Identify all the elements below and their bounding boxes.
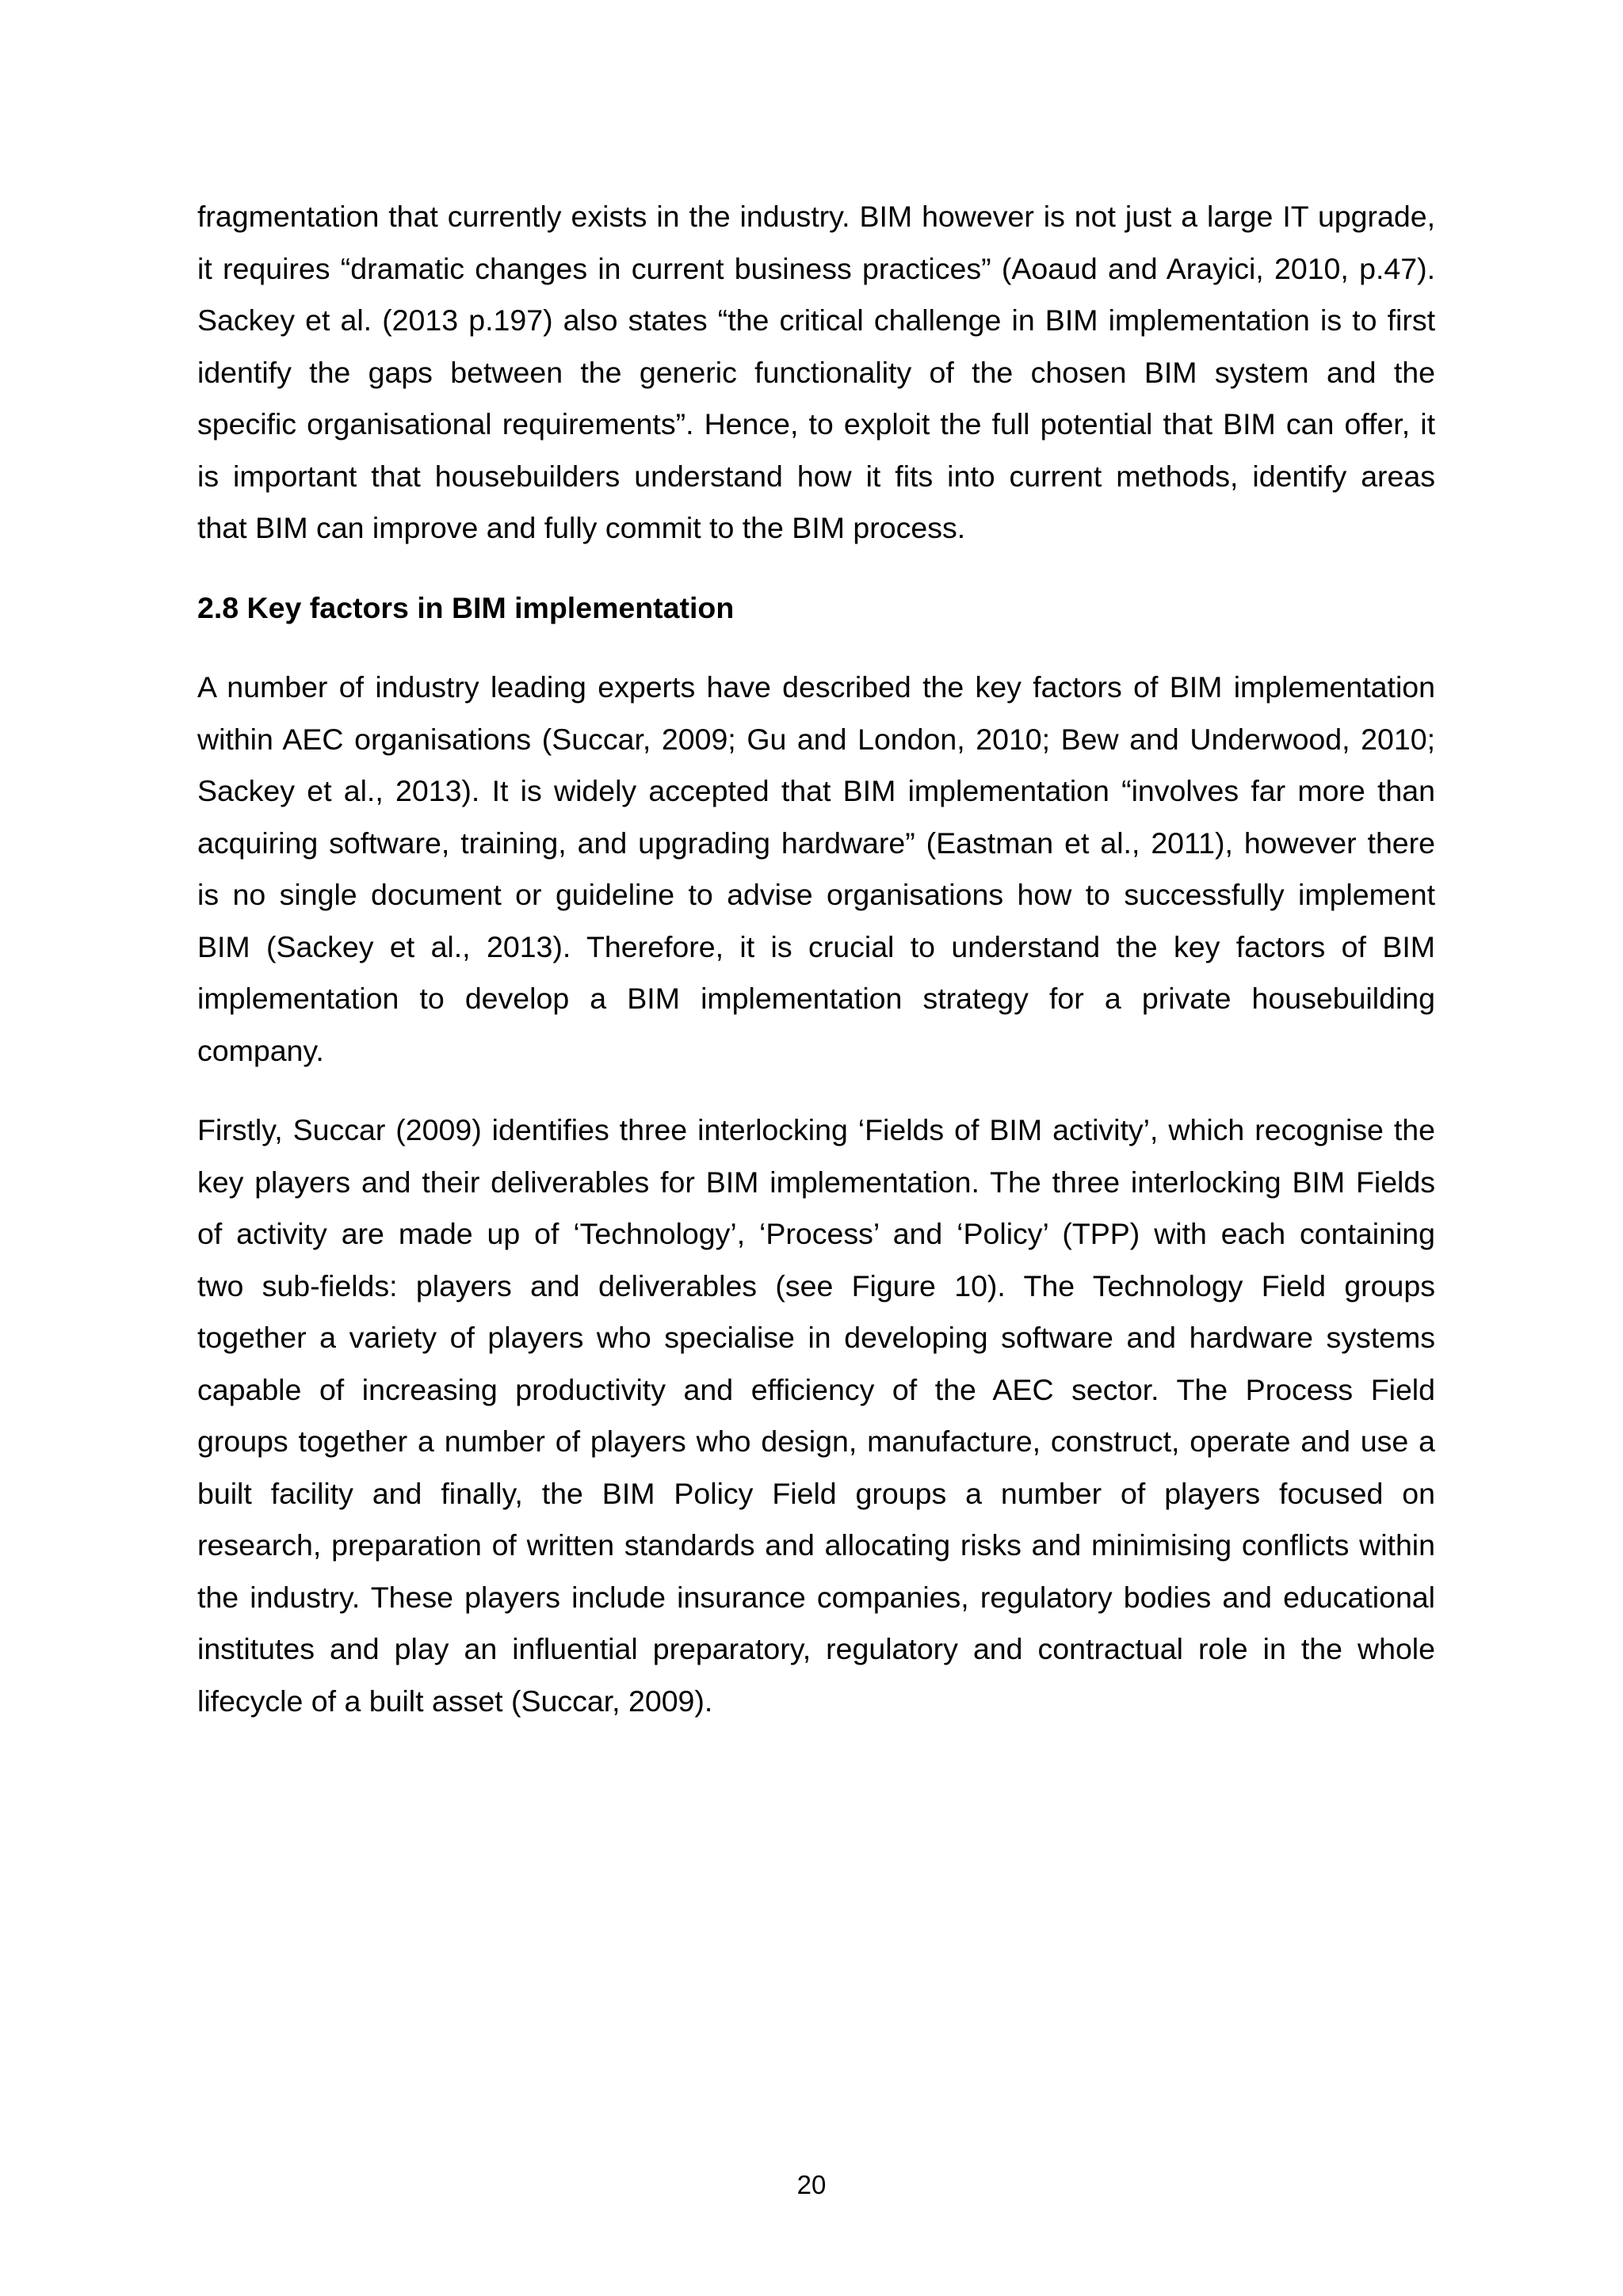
heading-spacer bbox=[197, 634, 1435, 662]
text-line: together a variety of players who specialise in developing software and hardware systems bbox=[197, 1321, 1435, 1354]
text-line: within AEC organisations (Succar, 2009; Gu and London, 2010; Bew and Underwood, 2010; bbox=[197, 722, 1435, 756]
paragraph-fragmentation bbox=[197, 191, 1435, 555]
text-line: of activity are made up of ‘Technology’, ‘Process’ and ‘Policy’ (TPP) with each containing bbox=[197, 1217, 1435, 1250]
text-line: it requires “dramatic changes in current business practices” (Aoaud and Arayici, 2010, p.47). bbox=[197, 251, 1435, 285]
text-line: company. bbox=[197, 1033, 324, 1067]
page-number: 20 bbox=[796, 2170, 827, 2199]
text-line: Firstly, Succar (2009) identifies three interlocking ‘Fields of BIM activity’, which recognise the bbox=[197, 1113, 1435, 1146]
text-line: identify the gaps between the generic functionality of the chosen BIM system and the bbox=[197, 355, 1435, 389]
text-line: institutes and play an influential preparatory, regulatory and contractual role in the whole bbox=[197, 1632, 1435, 1665]
text-line: Sackey et al., 2013). It is widely accepted that BIM implementation “involves far more than bbox=[197, 774, 1435, 807]
text-line: BIM (Sackey et al., 2013). Therefore, it is crucial to understand the key factors of BIM bbox=[197, 929, 1435, 963]
text-line: specific organisational requirements”. Hence, to exploit the full potential that BIM can offer, it bbox=[197, 407, 1435, 441]
text-line: built facility and finally, the BIM Policy Field groups a number of players focused on bbox=[197, 1476, 1435, 1510]
text-line: capable of increasing productivity and efficiency of the AEC sector. The Process Field bbox=[197, 1372, 1435, 1406]
text-line: Sackey et al. (2013 p.197) also states “the critical challenge in BIM implementation is to first bbox=[197, 303, 1435, 337]
text-line: acquiring software, training, and upgrading hardware” (Eastman et al., 2011), however there bbox=[197, 826, 1435, 860]
section-heading: 2.8 Key factors in BIM implementation bbox=[197, 590, 735, 624]
text-line: two sub-fields: players and deliverables (see Figure 10). The Technology Field groups bbox=[197, 1268, 1435, 1302]
text-line: key players and their deliverables for BIM implementation. The three interlocking BIM Fields bbox=[197, 1165, 1435, 1199]
paragraph-spacer bbox=[197, 1077, 1435, 1104]
text-line: A number of industry leading experts have described the key factors of BIM implementation bbox=[197, 670, 1435, 704]
text-line: groups together a number of players who design, manufacture, construct, operate and use a bbox=[197, 1425, 1435, 1458]
paragraph-key-factors bbox=[197, 662, 1435, 1077]
text-line: the industry. These players include insurance companies, regulatory bodies and educational bbox=[197, 1580, 1435, 1614]
text-line: implementation to develop a BIM implementation strategy for a private housebuilding bbox=[197, 982, 1435, 1015]
text-line: lifecycle of a built asset (Succar, 2009). bbox=[197, 1684, 713, 1718]
text-line: fragmentation that currently exists in the industry. BIM however is not just a large IT upgrade, bbox=[197, 200, 1435, 233]
page-body bbox=[197, 191, 1435, 1727]
text-line: that BIM can improve and fully commit to the BIM process. bbox=[197, 511, 966, 544]
paragraph-spacer bbox=[197, 555, 1435, 582]
paragraph-succar-fields bbox=[197, 1104, 1435, 1727]
text-line: research, preparation of written standards and allocating risks and minimising conflicts within bbox=[197, 1528, 1435, 1562]
text-line: is no single document or guideline to advise organisations how to successfully implement bbox=[197, 878, 1435, 911]
text-line: is important that housebuilders understand how it fits into current methods, identify areas bbox=[197, 459, 1435, 493]
